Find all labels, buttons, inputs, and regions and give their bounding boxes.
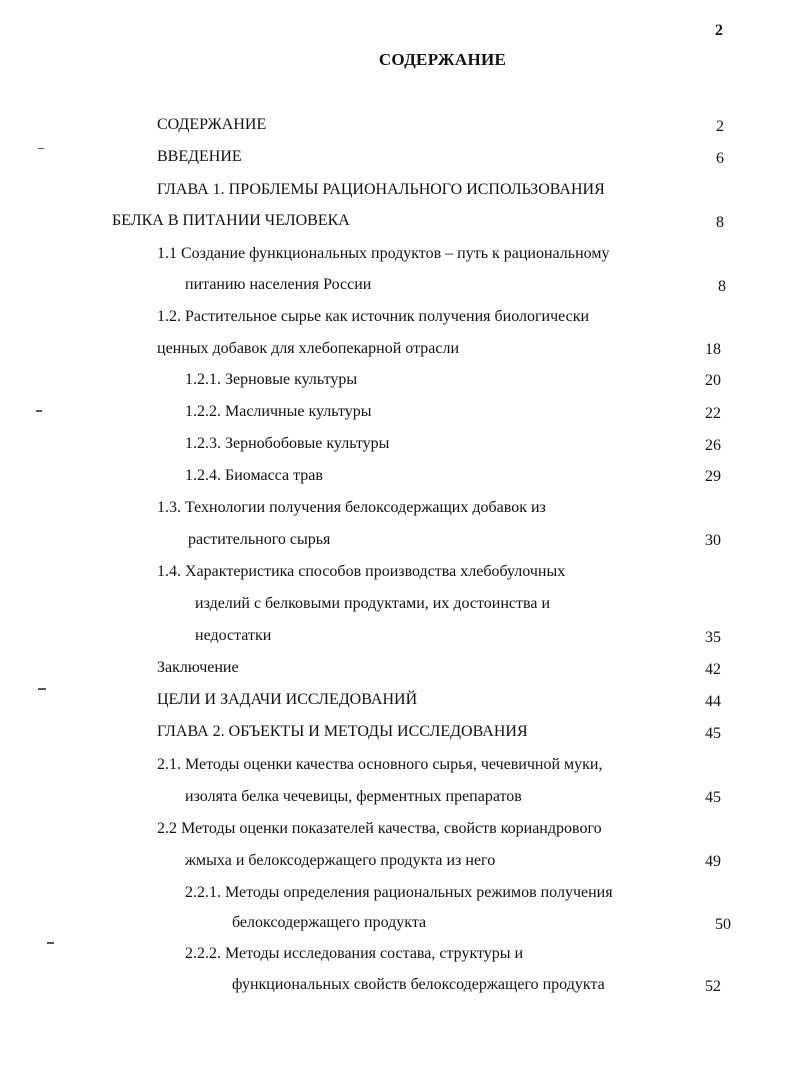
toc-entry-text: 1.3. Технологии получения белоксодержащих добавок из (157, 499, 546, 516)
toc-entry-page: 18 (705, 341, 721, 358)
toc-entry-text: 1.2. Растительное сырье как источник получения биологически (157, 308, 590, 325)
toc-entry-page: 45 (705, 789, 721, 806)
toc-entry-text: 1.4. Характеристика способов производства хлебобулочных (157, 563, 566, 580)
toc-entry-text: 2.2 Методы оценки показателей качества, свойств кориандрового (157, 820, 602, 837)
toc-entry-page: 26 (705, 437, 721, 454)
toc-entry-text: ЦЕЛИ И ЗАДАЧИ ИССЛЕДОВАНИЙ (157, 691, 418, 708)
scan-mark (47, 942, 54, 944)
toc-entry-page: 35 (705, 629, 721, 646)
toc-entry-text: недостатки (195, 627, 272, 644)
toc-entry-text: 1.2.1. Зерновые культуры (185, 371, 358, 388)
toc-entry-text: 2.2.2. Методы исследования состава, структуры и (185, 945, 524, 962)
toc-entry-page: 20 (705, 372, 721, 389)
toc-entry-page: 6 (716, 150, 724, 167)
toc-entry-page: 45 (705, 725, 721, 742)
toc-entry-text: изделий с белковыми продуктами, их достоинства и (195, 595, 551, 612)
toc-entry-page: 50 (715, 916, 731, 933)
toc-entry-page: 42 (705, 661, 721, 678)
toc-entry-page: 30 (705, 532, 721, 549)
toc-entry-page: 49 (705, 853, 721, 870)
scan-mark (38, 688, 46, 690)
toc-entry-page: 2 (716, 118, 724, 135)
page-title: СОДЕРЖАНИЕ (378, 50, 507, 69)
page-number: 2 (715, 22, 723, 39)
scan-mark (38, 148, 44, 149)
scan-mark (36, 410, 42, 412)
toc-entry-text: БЕЛКА В ПИТАНИИ ЧЕЛОВЕКА (112, 212, 350, 229)
toc-entry-text: белоксодержащего продукта (232, 914, 427, 931)
toc-entry-text: 1.2.4. Биомасса трав (185, 467, 323, 484)
toc-entry-text: питанию населения России (185, 276, 372, 293)
toc-entry-text: изолята белка чечевицы, ферментных препаратов (185, 788, 522, 805)
toc-entry-text: 1.1 Создание функциональных продуктов – путь к рациональному (157, 245, 610, 262)
toc-entry-page: 8 (716, 214, 724, 231)
toc-entry-page: 44 (705, 693, 721, 710)
toc-entry-text: ВВЕДЕНИЕ (157, 148, 242, 165)
toc-entry-page: 52 (705, 978, 721, 995)
toc-entry-text: жмыха и белоксодержащего продукта из него (185, 852, 496, 869)
toc-entry-text: СОДЕРЖАНИЕ (157, 116, 267, 133)
toc-entry-text: растительного сырья (188, 531, 331, 548)
toc-entry-text: 1.2.3. Зернобобовые культуры (185, 435, 390, 452)
toc-entry-text: ценных добавок для хлебопекарной отрасли (157, 340, 459, 357)
toc-entry-text: функциональных свойств белоксодержащего продукта (232, 976, 605, 993)
toc-entry-text: 2.2.1. Методы определения рациональных режимов получения (185, 884, 613, 901)
toc-entry-page: 29 (705, 468, 721, 485)
toc-entry-text: 2.1. Методы оценки качества основного сырья, чечевичной муки, (157, 756, 603, 773)
toc-entry-text: ГЛАВА 1. ПРОБЛЕМЫ РАЦИОНАЛЬНОГО ИСПОЛЬЗОВАНИЯ (157, 181, 605, 198)
toc-entry-text: 1.2.2. Масличные культуры (185, 403, 372, 420)
toc-entry-page: 8 (718, 278, 726, 295)
toc-entry-text: Заключение (157, 659, 239, 676)
toc-entry-page: 22 (705, 405, 721, 422)
toc-entry-text: ГЛАВА 2. ОБЪЕКТЫ И МЕТОДЫ ИССЛЕДОВАНИЯ (157, 723, 528, 740)
